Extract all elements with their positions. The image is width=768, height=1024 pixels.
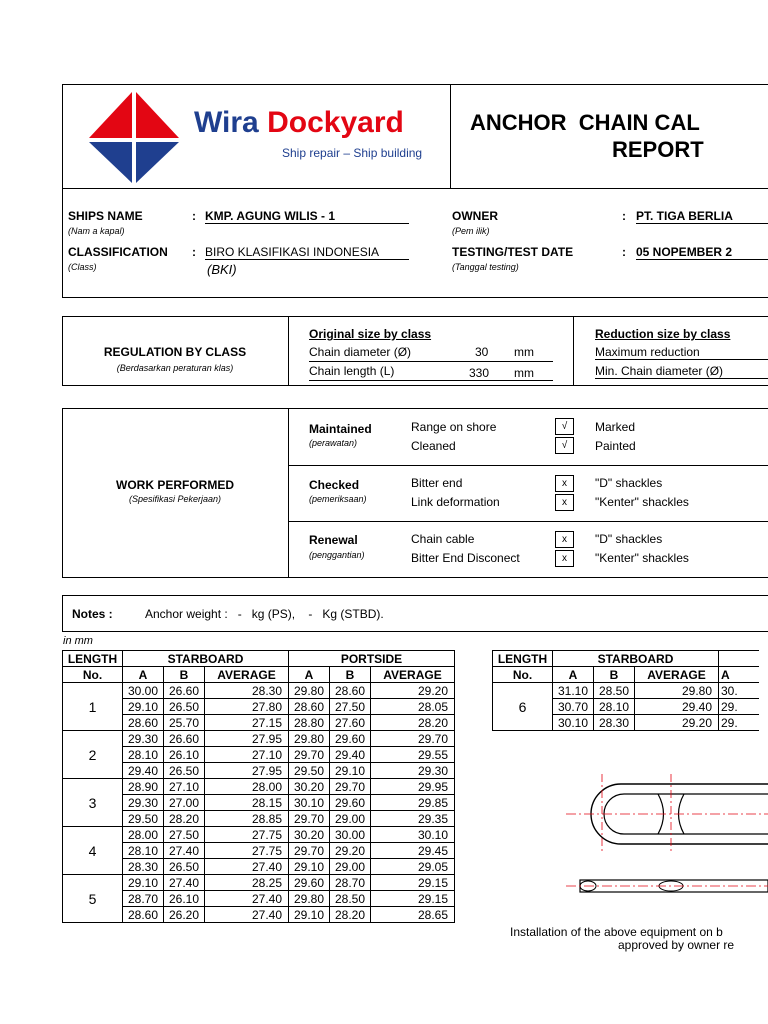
value-cell: 26.50: [164, 699, 205, 715]
header-b: B: [594, 667, 635, 683]
value-cell: 30.: [719, 683, 759, 699]
notes-text: Anchor weight : - kg (PS), - Kg (STBD).: [145, 607, 384, 621]
header-divider: [62, 188, 768, 189]
value-cell: 29.60: [330, 795, 371, 811]
work-group-title-maintained: Maintained: [309, 422, 372, 436]
regulation-sub: (Berdasarkan peraturan klas): [116, 363, 234, 373]
report-title-line1: ANCHOR CHAIN CAL: [470, 110, 700, 135]
value-cell: 29.10: [330, 763, 371, 779]
value-cell: 28.60: [330, 683, 371, 699]
value-cell: 28.90: [123, 779, 164, 795]
owner-label: OWNER: [452, 209, 498, 223]
classification-sub: (Class): [68, 262, 97, 272]
work-item-right: "D" shackles: [595, 532, 663, 546]
value-cell: 27.50: [164, 827, 205, 843]
measurement-table-right: [492, 650, 759, 731]
value-cell: 29.40: [123, 763, 164, 779]
header-b: B: [164, 667, 205, 683]
work-item-checkbox[interactable]: x: [555, 494, 574, 511]
header-a: A: [719, 667, 759, 683]
chain-diameter-unit: mm: [514, 345, 534, 359]
table-row: [63, 683, 455, 699]
regulation-label: REGULATION BY CLASS: [103, 345, 247, 359]
work-group-sub-checked: (pemeriksaan): [309, 494, 367, 504]
value-cell: 28.60: [123, 715, 164, 731]
value-cell: 29.10: [289, 907, 330, 923]
work-item-right: "Kenter" shackles: [595, 551, 689, 565]
value-cell: 27.10: [164, 779, 205, 795]
company-name-part2: Dockyard: [267, 106, 404, 139]
value-cell: 28.30: [594, 715, 635, 731]
table-header-row: [63, 667, 455, 683]
measurement-table: [62, 650, 455, 923]
header-length: LENGTH: [63, 651, 123, 667]
value-cell: 29.70: [330, 779, 371, 795]
value-cell: 28.10: [123, 843, 164, 859]
header-a: A: [553, 667, 594, 683]
average-cell: 27.40: [205, 891, 289, 907]
ships-name-sub: (Nam a kapal): [68, 226, 125, 236]
value-cell: 29.20: [330, 843, 371, 859]
value-cell: 29.00: [330, 811, 371, 827]
work-item-name: Chain cable: [411, 532, 475, 546]
work-item-name: Cleaned: [411, 439, 456, 453]
average-cell: 29.70: [371, 731, 455, 747]
value-cell: 29.50: [289, 763, 330, 779]
table-row: [63, 827, 455, 843]
ships-name-label: SHIPS NAME: [68, 209, 143, 223]
table-header-row: [493, 667, 759, 683]
average-cell: 29.45: [371, 843, 455, 859]
value-cell: 29.80: [289, 683, 330, 699]
header-length: LENGTH: [493, 651, 553, 667]
header-average: AVERAGE: [371, 667, 455, 683]
work-item-name: Bitter end: [411, 476, 463, 490]
owner-value: PT. TIGA BERLIA: [636, 209, 768, 224]
average-cell: 30.10: [371, 827, 455, 843]
value-cell: 27.00: [164, 795, 205, 811]
unit-note: in mm: [63, 635, 93, 647]
average-cell: 29.55: [371, 747, 455, 763]
chain-link-icon: [566, 770, 768, 900]
work-item-right: "D" shackles: [595, 476, 663, 490]
value-cell: 31.10: [553, 683, 594, 699]
length-no-cell: 2: [63, 731, 123, 779]
value-cell: 29.30: [123, 731, 164, 747]
length-no-cell: 5: [63, 875, 123, 923]
value-cell: 28.80: [289, 715, 330, 731]
average-cell: 28.85: [205, 811, 289, 827]
chain-length-value: 330: [469, 366, 490, 380]
value-cell: 26.10: [164, 747, 205, 763]
value-cell: 29.10: [123, 699, 164, 715]
header-average: AVERAGE: [205, 667, 289, 683]
company-tagline: Ship repair – Ship building: [282, 146, 423, 160]
work-group-sub-renewal: (penggantian): [309, 550, 365, 560]
header-a: A: [123, 667, 164, 683]
footer-line1: Installation of the above equipment on b: [510, 925, 723, 939]
value-cell: 27.60: [330, 715, 371, 731]
header-starboard: STARBOARD: [553, 651, 719, 667]
average-cell: 28.25: [205, 875, 289, 891]
work-row-divider-1: [288, 465, 768, 466]
chain-diameter-label: Chain diameter (Ø): [309, 345, 412, 359]
value-cell: 28.10: [594, 699, 635, 715]
header-no: No.: [63, 667, 123, 683]
work-group-title-renewal: Renewal: [309, 533, 358, 547]
average-cell: 27.95: [205, 763, 289, 779]
value-cell: 26.10: [164, 891, 205, 907]
length-no-cell: 3: [63, 779, 123, 827]
company-name: [194, 106, 404, 140]
value-cell: 29.80: [289, 731, 330, 747]
length-no-cell: 4: [63, 827, 123, 875]
value-cell: 28.10: [123, 747, 164, 763]
work-item-right: Marked: [595, 420, 636, 434]
measurement-table-right-body: [493, 651, 759, 731]
value-cell: 30.10: [289, 795, 330, 811]
value-cell: 30.00: [330, 827, 371, 843]
work-label: WORK PERFORMED: [116, 478, 234, 492]
header-no: No.: [493, 667, 553, 683]
max-reduction-label: Maximum reduction: [595, 345, 768, 360]
work-item-right: Painted: [595, 439, 636, 453]
average-cell: 27.40: [205, 907, 289, 923]
value-cell: 28.60: [289, 699, 330, 715]
owner-sub: (Pem ilik): [452, 226, 490, 236]
work-item-right: "Kenter" shackles: [595, 495, 689, 509]
length-no-cell: 6: [493, 683, 553, 731]
footer-line2: approved by owner re: [618, 938, 735, 952]
original-size-title: Original size by class: [309, 327, 432, 341]
table-row: [63, 731, 455, 747]
work-group-sub-maintained: (perawatan): [309, 438, 358, 448]
work-item-checkbox[interactable]: x: [555, 550, 574, 567]
chain-diameter-row: [309, 345, 553, 362]
value-cell: 29.10: [123, 875, 164, 891]
value-cell: 29.: [719, 715, 759, 731]
value-cell: 27.50: [330, 699, 371, 715]
average-cell: 29.15: [371, 891, 455, 907]
average-cell: 29.30: [371, 763, 455, 779]
min-diameter-label: Min. Chain diameter (Ø): [595, 364, 768, 379]
work-item-checkbox[interactable]: x: [555, 475, 574, 492]
header-vertical-divider: [450, 84, 451, 188]
average-cell: 29.40: [635, 699, 719, 715]
value-cell: 28.30: [123, 859, 164, 875]
average-cell: 29.35: [371, 811, 455, 827]
work-sub: (Spesifikasi Pekerjaan): [128, 494, 222, 504]
notes-label: Notes :: [72, 607, 113, 621]
average-cell: 29.95: [371, 779, 455, 795]
header-starboard: STARBOARD: [123, 651, 289, 667]
value-cell: 30.20: [289, 779, 330, 795]
average-cell: 28.15: [205, 795, 289, 811]
value-cell: 29.80: [289, 891, 330, 907]
value-cell: 30.20: [289, 827, 330, 843]
measurement-table-body: [63, 651, 455, 923]
average-cell: 29.20: [635, 715, 719, 731]
colon: :: [622, 245, 626, 259]
value-cell: 30.10: [553, 715, 594, 731]
table-row: [493, 683, 759, 699]
average-cell: 28.05: [371, 699, 455, 715]
ships-name-value: KMP. AGUNG WILIS - 1: [205, 209, 409, 224]
average-cell: 27.75: [205, 827, 289, 843]
colon: :: [192, 209, 196, 223]
value-cell: 28.60: [123, 907, 164, 923]
header-a: A: [289, 667, 330, 683]
table-header-row: [493, 651, 759, 667]
average-cell: 28.00: [205, 779, 289, 795]
value-cell: 29.60: [330, 731, 371, 747]
average-cell: 28.65: [371, 907, 455, 923]
colon: :: [622, 209, 626, 223]
value-cell: 26.50: [164, 859, 205, 875]
chain-length-unit: mm: [514, 366, 534, 380]
company-name-part1: Wira: [194, 106, 259, 139]
value-cell: 29.50: [123, 811, 164, 827]
regulation-divider: [288, 316, 289, 386]
value-cell: 28.20: [330, 907, 371, 923]
header-b: B: [330, 667, 371, 683]
header-average: AVERAGE: [635, 667, 719, 683]
chain-length-label: Chain length (L): [309, 364, 395, 378]
classification-label: CLASSIFICATION: [68, 245, 168, 259]
work-item-checkbox[interactable]: √: [555, 437, 574, 454]
value-cell: 29.00: [330, 859, 371, 875]
value-cell: 30.00: [123, 683, 164, 699]
work-group-title-checked: Checked: [309, 478, 360, 492]
value-cell: 28.20: [164, 811, 205, 827]
table-row: [63, 779, 455, 795]
value-cell: 29.: [719, 699, 759, 715]
classification-value-2: (BKI): [207, 262, 237, 277]
value-cell: 26.50: [164, 763, 205, 779]
chain-link-drawing: [566, 770, 768, 900]
table-row: [63, 875, 455, 891]
work-item-name: Link deformation: [411, 495, 500, 509]
work-item-checkbox[interactable]: √: [555, 418, 574, 435]
value-cell: 25.70: [164, 715, 205, 731]
chain-length-row: [309, 364, 553, 381]
regulation-divider-2: [573, 316, 574, 386]
value-cell: 27.40: [164, 843, 205, 859]
work-row-divider-2: [288, 521, 768, 522]
value-cell: 28.70: [330, 875, 371, 891]
length-no-cell: 1: [63, 683, 123, 731]
average-cell: 28.20: [371, 715, 455, 731]
value-cell: 28.50: [330, 891, 371, 907]
value-cell: 29.30: [123, 795, 164, 811]
value-cell: 26.60: [164, 731, 205, 747]
test-date-label: TESTING/TEST DATE: [452, 245, 574, 259]
average-cell: 29.20: [371, 683, 455, 699]
chain-diameter-value: 30: [475, 345, 489, 359]
work-item-name: Range on shore: [411, 420, 497, 434]
average-cell: 27.75: [205, 843, 289, 859]
test-date-sub: (Tanggal testing): [452, 262, 519, 272]
company-logo: [84, 90, 184, 185]
average-cell: 29.85: [371, 795, 455, 811]
average-cell: 27.10: [205, 747, 289, 763]
average-cell: 29.15: [371, 875, 455, 891]
value-cell: 29.10: [289, 859, 330, 875]
average-cell: 27.40: [205, 859, 289, 875]
average-cell: 27.80: [205, 699, 289, 715]
value-cell: 28.50: [594, 683, 635, 699]
table-header-row: [63, 651, 455, 667]
report-title-line2: REPORT: [612, 137, 704, 162]
work-item-checkbox[interactable]: x: [555, 531, 574, 548]
value-cell: 30.70: [553, 699, 594, 715]
average-cell: 27.95: [205, 731, 289, 747]
value-cell: 26.20: [164, 907, 205, 923]
value-cell: 29.70: [289, 811, 330, 827]
value-cell: 27.40: [164, 875, 205, 891]
colon: :: [192, 245, 196, 259]
value-cell: 28.70: [123, 891, 164, 907]
classification-value: BIRO KLASIFIKASI INDONESIA: [205, 245, 409, 260]
header-portside-partial: [719, 651, 759, 667]
logo-sail-icon: [84, 90, 184, 185]
value-cell: 29.40: [330, 747, 371, 763]
average-cell: 29.05: [371, 859, 455, 875]
work-divider: [288, 408, 289, 578]
reduction-size-title: Reduction size by class: [595, 327, 731, 341]
value-cell: 26.60: [164, 683, 205, 699]
header-portside: PORTSIDE: [289, 651, 455, 667]
work-item-name: Bitter End Disconect: [411, 551, 520, 565]
value-cell: 29.60: [289, 875, 330, 891]
value-cell: 29.70: [289, 747, 330, 763]
average-cell: 27.15: [205, 715, 289, 731]
test-date-value: 05 NOPEMBER 2: [636, 245, 768, 260]
value-cell: 29.70: [289, 843, 330, 859]
average-cell: 29.80: [635, 683, 719, 699]
value-cell: 28.00: [123, 827, 164, 843]
average-cell: 28.30: [205, 683, 289, 699]
